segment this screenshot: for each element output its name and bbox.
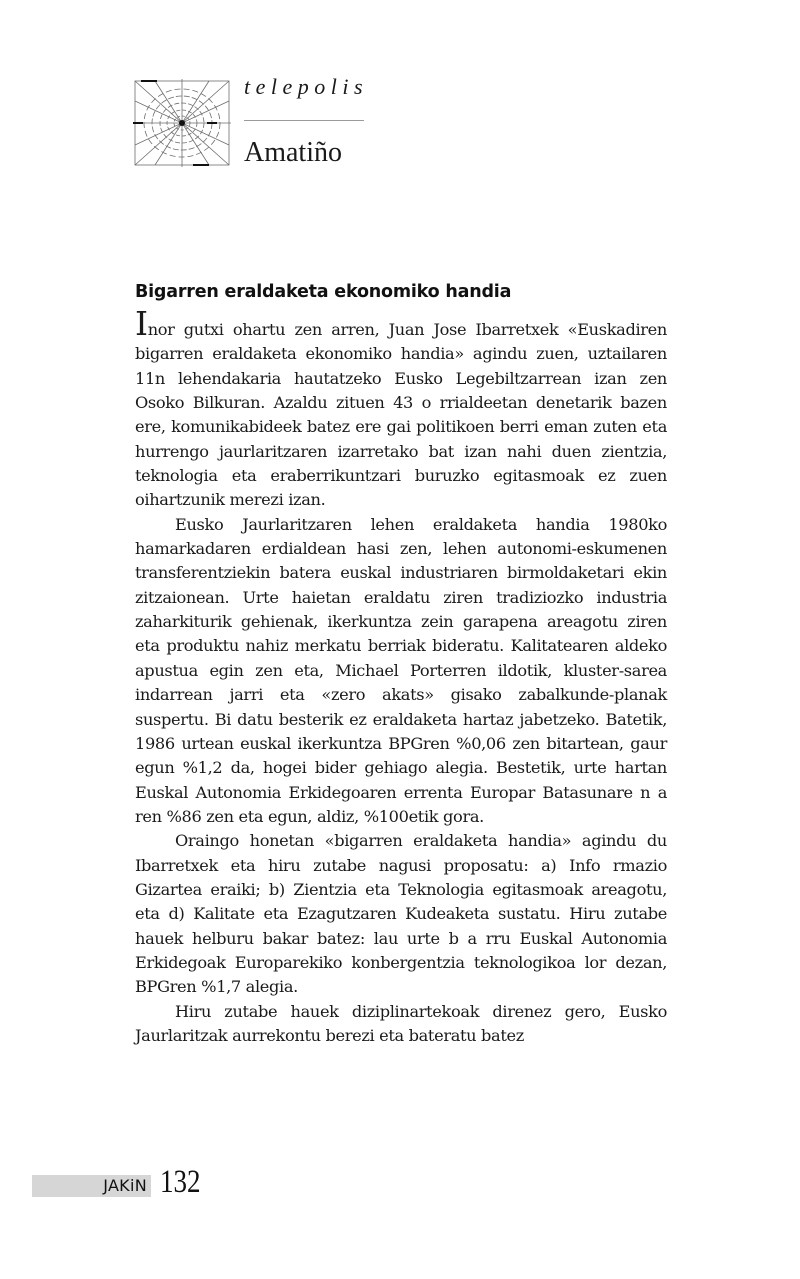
section-label: telepolis [244,74,369,99]
section-divider [244,120,364,121]
author-name: Amatiño [244,137,342,168]
page-number: 132 [160,1164,201,1200]
footer-brand: JAKiN [103,1176,147,1195]
web-center [179,120,185,126]
paragraph-4: Hiru zutabe hauek diziplinartekoak direnez gero, Eusko Jaurlaritzak aurrekontu berezi eta bateratu batez [135,1001,667,1045]
paragraph-text: nor gutxi ohartu zen arren, Juan Jose Ibarretxek «Euskadiren bigarren eraldaketa ekonomiko handia» agindu zuen, uztailaren 11n lehendakaria hautatzeko Eusko Legebiltzarrean izan zen Osoko Bilkuran. Azaldu zituen 43 o rrialdeetan denetarik bazen ere, komunikabideek batez ere gai politikoen berri eman zuten eta hurrengo jaurlaritzaren izarretako bat izan nahi duen zientzia, teknologia eta eraberrikuntzari buruzko egitasmoak ez zuen oihartzunik merezi izan. [135,320,667,510]
article [135,282,667,1048]
spider-web-icon [133,79,231,167]
paragraph-2: Eusko Jaurlaritzaren lehen eraldaketa handia 1980ko hamarkadaren erdialdean hasi zen, lehen autonomi-eskumenen transferentziekin batera euskal industriaren birmoldaketari ekin zitzaionean. Urte haietan eraldatu ziren tradiziozko industria zaharkiturik gehienak, ikerkuntza zein garapena areagotu ziren eta produktu nahiz merkatu berriak bideratu. Kalitatearen aldeko apustua egin zen eta, Michael Porterren ildotik, kluster-sarea indarrean jarri eta «zero akats» gisako zabalkunde-planak suspertu. Bi datu besterik ez eraldaketa hartaz jabetzeko. Batetik, 1986 urtean euskal ikerkuntza BPGren %0,06 zen bitartean, gaur egun %1,2 da, hogei bider gehiago alegia. Bestetik, urte hartan Euskal Autonomia Erkidegoaren errenta Europar Batasunare n a ren %86 zen eta egun, aldiz, %100etik gora. [135,514,667,826]
drop-cap: I [135,304,148,343]
paragraph-3: Oraingo honetan «bigarren eraldaketa handia» agindu du Ibarretxek eta hiru zutabe nagusi proposatu: a) Info rmazio Gizartea eraiki; b) Zientzia eta Teknologia egitasmoak areagotu, eta d) Kalitate eta Ezagutzaren Kudeaketa sustatu. Hiru zutabe hauek helburu bakar batez: lau urte b a rru Euskal Autonomia Erkidegoak Europarekiko konbergentzia teknologikoa lor dezan, BPGren %1,7 alegia. [135,831,667,997]
article-heading: Bigarren eraldaketa ekonomiko handia [135,282,512,302]
paragraph-1 [135,304,667,513]
